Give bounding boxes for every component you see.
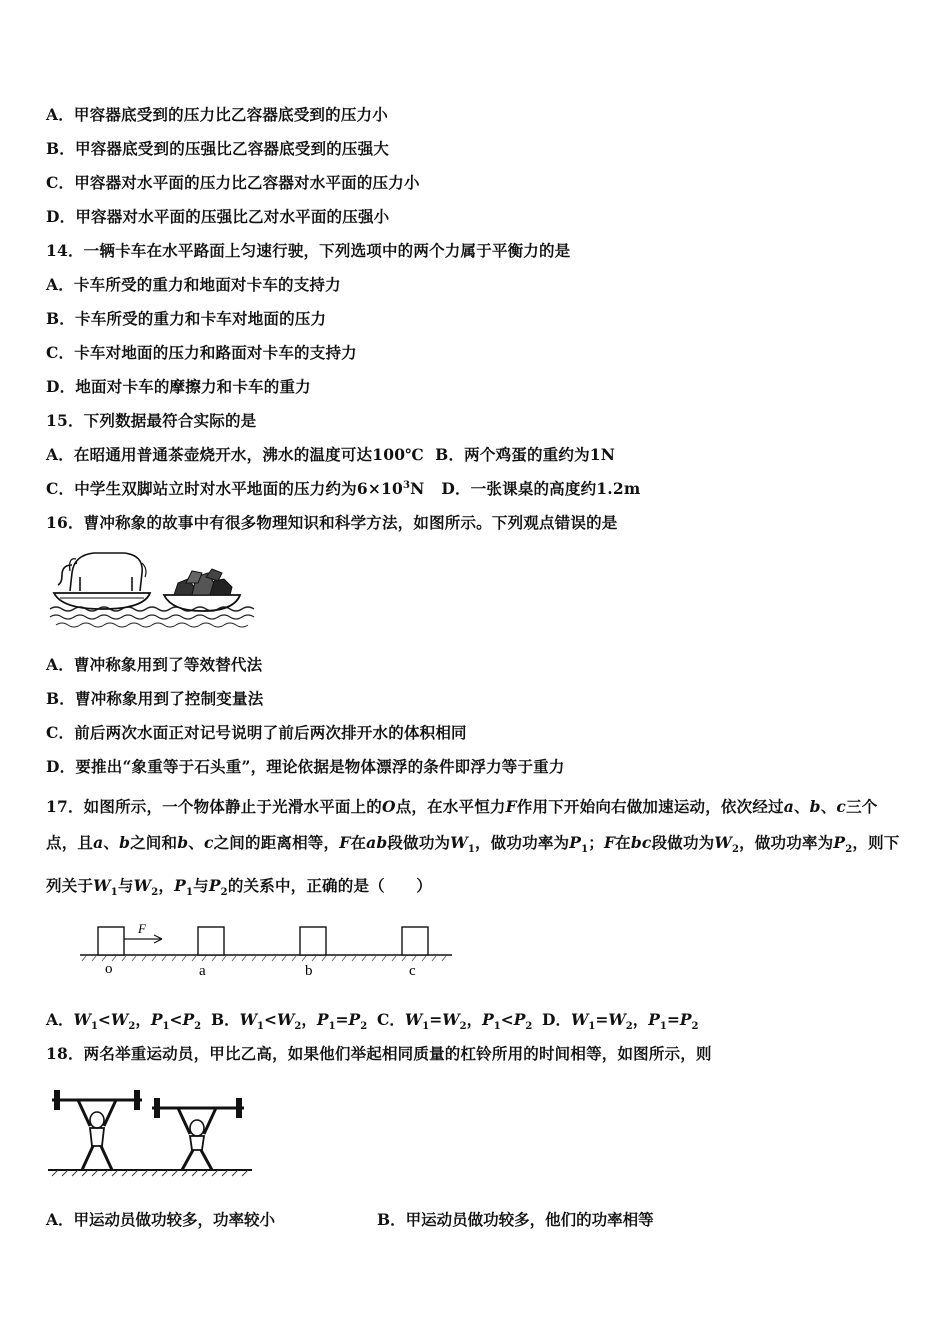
q15-options-cd [46, 477, 640, 499]
q17-option-b: B．$W_1<W_2$，$P_1=P_2$ [211, 1010, 368, 1033]
weightlifters-figure [46, 1080, 258, 1180]
q13-option-d: D．甲容器对水平面的压强比乙对水平面的压强小 [46, 207, 390, 226]
q15-option-b: B．两个鸡蛋的重约为1N [435, 445, 616, 464]
point-b-label: b [305, 963, 313, 979]
q16-stem: 16．曹冲称象的故事中有很多物理知识和科学方法，如图所示。下列观点错误的是 [46, 513, 618, 532]
q17-option-a: A．$W_1<W_2$，$P_1<P_2$ [46, 1010, 202, 1033]
q15-stem: 15．下列数据最符合实际的是 [46, 411, 257, 430]
q17-option-c: C．$W_1=W_2$，$P_1<P_2$ [377, 1010, 533, 1033]
elephant-boat-figure [46, 543, 266, 633]
q13-option-a: A．甲容器底受到的压力比乙容器底受到的压力小 [46, 105, 388, 124]
q17-option-d: D．$W_1=W_2$，$P_1=P_2$ [542, 1010, 699, 1033]
q15-option-d: D．一张课桌的高度约1.2m [441, 479, 641, 498]
point-c-label: c [409, 963, 416, 979]
point-a-label: a [199, 963, 206, 979]
q13-option-b: B．甲容器底受到的压强比乙容器底受到的压强大 [46, 139, 390, 158]
q13-option-c: C．甲容器对水平面的压力比乙容器对水平面的压力小 [46, 173, 420, 192]
q16-option-b: B．曹冲称象用到了控制变量法 [46, 689, 264, 708]
q15-option-a: A．在昭通用普通茶壶烧开水，沸水的温度可达100℃ [46, 445, 424, 464]
q16-option-c: C．前后两次水面正对记号说明了前后两次排开水的体积相同 [46, 723, 467, 742]
q18-option-b: B．甲运动员做功较多，他们的功率相等 [377, 1210, 654, 1229]
q14-stem: 14．一辆卡车在水平路面上匀速行驶，下列选项中的两个力属于平衡力的是 [46, 241, 571, 260]
q16-option-a: A．曹冲称象用到了等效替代法 [46, 655, 263, 674]
point-o-label: o [105, 961, 113, 977]
block-motion-figure [76, 915, 456, 981]
q15-options-ab [46, 443, 615, 465]
q18-option-a: A．甲运动员做功较多，功率较小 [46, 1210, 276, 1229]
q17-stem: 17．如图所示，一个物体静止于光滑水平面上的O点，在水平恒力F作用下开始向右做加速运动，依次经过a、b、c三个点，且a、b之间和b、c之间的距离相等，F在ab段做功为$W_1$，做功功率为$P_1$；F在bc段做功为$W_2$，做功功率为$P_2$，则下列关于$W_1$与$W_2$，$P_1$与$P_2$的关系中，正确的是（ ） [46, 797, 900, 899]
q14-option-b: B．卡车所受的重力和卡车对地面的压力 [46, 309, 327, 328]
force-label: F [138, 921, 146, 936]
q14-option-d: D．地面对卡车的摩擦力和卡车的重力 [46, 377, 311, 396]
q14-option-a: A．卡车所受的重力和地面对卡车的支持力 [46, 275, 341, 294]
q15-option-c: C．中学生双脚站立时对水平地面的压力约为$6\times 10^3N$ [46, 479, 425, 498]
q14-option-c: C．卡车对地面的压力和路面对卡车的支持力 [46, 343, 357, 362]
q18-stem: 18．两名举重运动员，甲比乙高，如果他们举起相同质量的杠铃所用的时间相等，如图所示，则 [46, 1044, 712, 1063]
q16-option-d: D．要推出“象重等于石头重”，理论依据是物体漂浮的条件即浮力等于重力 [46, 757, 565, 776]
